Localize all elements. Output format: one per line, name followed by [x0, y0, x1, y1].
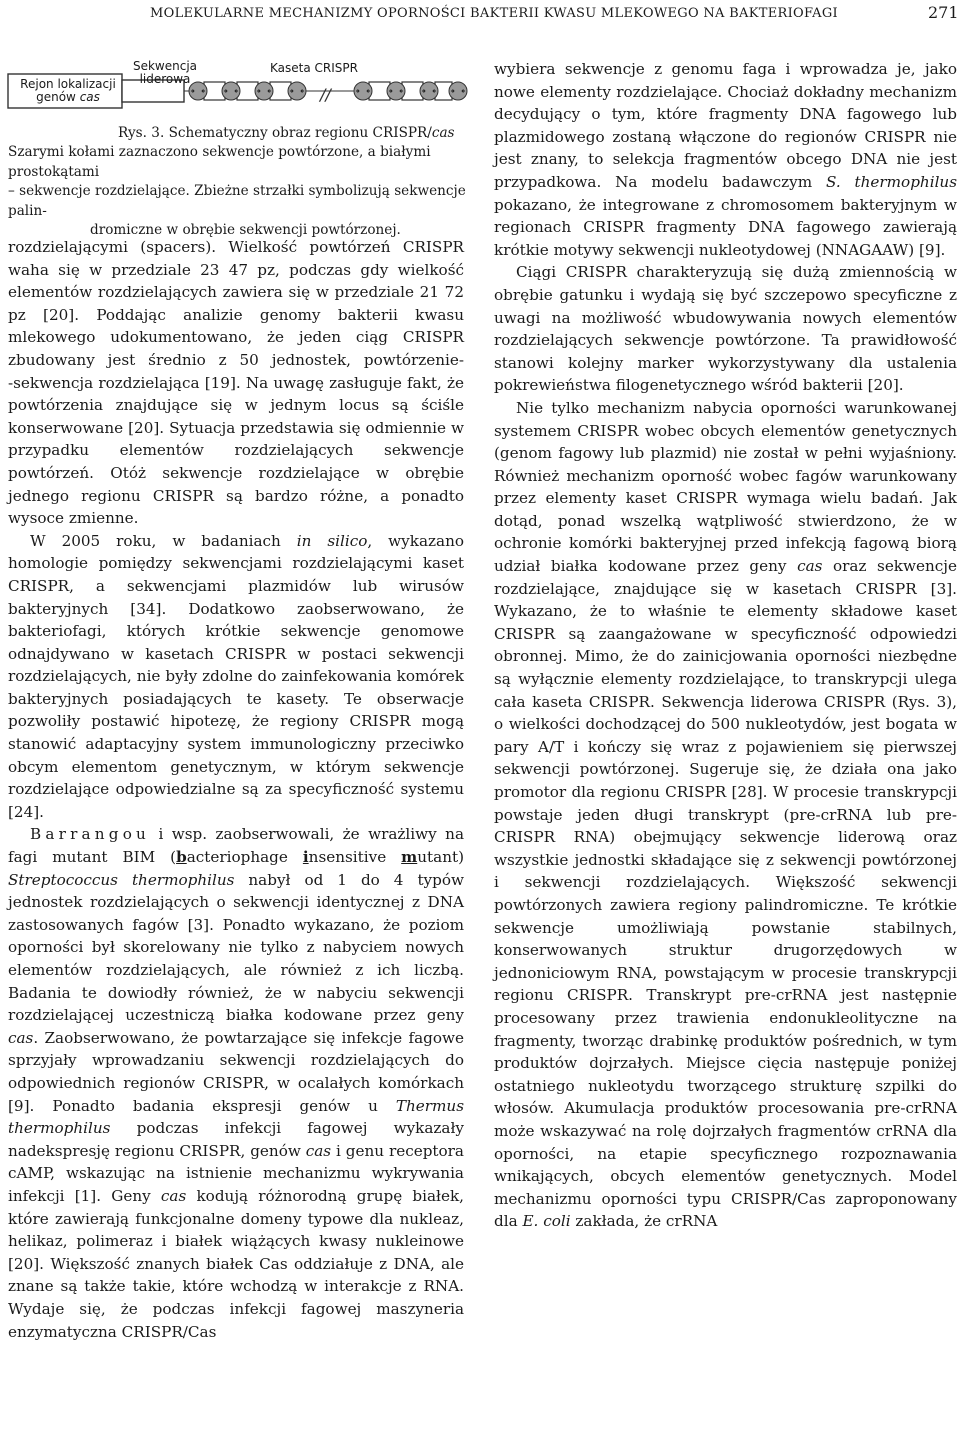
- page-number: 271: [928, 3, 959, 22]
- author-name: Barrangou: [30, 825, 151, 844]
- paragraph: rozdzielającymi (spacers). Wielkość powtórzeń CRISPR waha się w przedziale 23 47 pz, podczas gdy wielkość elementów rozdzielających zawiera się w przedziale 21 72 pz [20]. Poddając analizie genomy bakterii kwasu mlekowego udokumentowano, że jeden ciąg CRISPR zbudowany jest średnio z 50 jednostek, powtórzenie-‑sekwencja rozdzielająca [19]. Na uwagę zasługuje fakt, że powtórzenia znajdujące się w jednym locus są ściśle konserwowane [20]. Sytuacja przedstawia się odmiennie w przypadku elementów rozdzielających sekwencje powtórzeń. Otóż sekwencje rozdzielające w obrębie jednego regionu CRISPR są bardzo różne, a ponadto wysoce zmienne.: [8, 238, 464, 528]
- caption-line: Rys. 3. Schematyczny obraz regionu CRISPR/cas: [118, 125, 455, 141]
- leader-label: Sekwencja liderowa: [132, 59, 198, 86]
- paragraph: Ciągi CRISPR charakteryzują się dużą zmiennością w obrębie gatunku i wydają się być szczepowo specyficzne z uwagi na możliwość wbudowywania nowych elementów rozdzielających sekwencje powtórzone. Ta prawidłowość stanowi kolejny marker wykorzystywany dla ustalenia pokrewieństwa filogenetycznego wśród bakterii [20].: [494, 263, 957, 395]
- paragraph: wybiera sekwencje z genomu faga i wprowadza je, jako nowe elementy rozdzielające. Chociaż dokładny mechanizm decydujący o tym, które fragmenty DNA fagowego lub plazmidowego zostaną włączone do regionów CRISPR nie jest znany, to selekcja fragmentów obcego DNA nie jest przypadkowa. Na modelu badawczym S. thermophilus pokazano, że integrowane z chromosomem bakteryjnym w regionach CRISPR fragmenty DNA fagowego zawierają krótkie motywy sekwencji nukleotydowej (NNAGAAW) [9].: [494, 60, 957, 259]
- paragraph: W 2005 roku, w badaniach in silico, wykazano homologie pomiędzy sekwencjami rozdzielającymi kaset CRISPR, a sekwencjami plazmidów lub wirusów bakteryjnych [34]. Dodatkowo zaobserwowano, że bakteriofagi, których krótkie sekwencje genomowe odnajdywano w kasetach CRISPR w postaci sekwencji rozdzielających, nie były zdolne do zainfekowania komórek bakteryjnych posiadających te kasety. Te obserwacje pozwoliły postawić hipotezę, że regiony CRISPR mogą stanowić adaptacyjny system immunologiczny przeciwko obcym elementom genetycznym, w którym sekwencje rozdzielające odpowiedzialne są za specyficzność systemu [24].: [8, 531, 464, 821]
- cas-region-label: Rejon lokalizacji genów cas: [20, 77, 116, 104]
- left-column: [8, 236, 464, 1343]
- break-mark: //: [320, 85, 331, 104]
- running-header: [0, 0, 960, 30]
- paragraph: Nie tylko mechanizm nabycia oporności warunkowanej systemem CRISPR wobec obcych elementów genetycznych (genom fagowy lub plazmid) nie został w pełni wyjaśniony. Również mechanizm oporność wobec fagów warunkowany przez elementy kaset CRISPR wymaga wielu badań. Jak dotąd, ponad wszelką wątpliwość stwierdzono, że w ochronie komórki bakteryjnej przed infekcją fagową biorą udział białka kodowane przez geny cas oraz sekwencje rozdzielające, znajdujące się w kasetach CRISPR [3]. Wykazano, że to właśnie te elementy składowe kaset CRISPR są zaangażowane w specyficzność odpowiedzi obronnej. Mimo, że do zainicjowania oporności niezbędne są wyłącznie elementy rozdzielające, to transkrypcji ulega cała kaseta CRISPR. Sekwencja liderowa CRISPR (Rys. 3), o wielkości dochodzącej do 500 nukleotydów, jest bogata w pary A/T i kończy się wraz z pojawieniem się pierwszej sekwencji powtórzonej. Sugeruje się, że działa ona jako promotor dla regionu CRISPR [28]. W procesie transkrypcji powstaje jeden długi transkrypt (pre-crRNA lub pre-CRISPR RNA) obejmujący sekwencje liderową oraz wszystkie jednostki składające się z sekwencji powtórzonej i sekwencji rozdzielających. Większość sekwencji powtórzonych zawiera regiony palindromiczne. Te krótkie sekwencje umożliwiają powstanie stabilnych, konserwowanych struktur drugorzędowych w jednoniciowym RNA, powstającym w procesie transkrypcji regionu CRISPR. Transkrypt pre-crRNA jest następnie procesowany przez trawienia endonukleolityczne na fragmenty, tworząc drabinkę produktów pośrednich, w tym produktów dojrzałych. Miejsce cięcia następuje poniżej ostatniego nukleotydu tworzącego strukturę szpilki do włosów. Akumulacja produktów procesowania pre-crRNA może wskazywać na rolę dojrzałych fragmentów crRNA dla oporności, na etapie specyficznego rozpoznawania wnikających, obcych elementów genetycznych. Model mechanizmu oporności typu CRISPR/Cas zaproponowany dla E. coli zakłada, że crRNA: [494, 398, 957, 1231]
- caption-line: Szarymi kołami zaznaczono sekwencje powtórzone, a białymi prostokątami: [8, 144, 431, 180]
- right-column: [494, 58, 957, 1233]
- paragraph: Barrangou i wsp. zaobserwowali, że wrażliwy na fagi mutant BIM (bacteriophage insensitive mutant) Streptococcus thermophilus nabył od 1 do 4 typów jednostek rozdzielających o sekwencji identycznej z DNA zastosowanych fagów [3]. Ponadto wykazano, że poziom oporności był skorelowany nie tylko z nabyciem nowych elementów rozdzielających, ale również z ich liczbą. Badania te dowiodły również, że w nabyciu sekwencji rozdzielającej uczestniczą białka kodowane przez geny cas. Zaobserwowano, że powtarzające się infekcje fagowe sprzyjały wprowadzaniu sekwencji rozdzielających do odpowiednich regionów CRISPR, w ocalałych komórkach [9]. Ponadto badania ekspresji genów u Thermus thermophilus podczas infekcji fagowej wykazały nadekspresję regionu CRISPR, genów cas i genu receptora cAMP, wskazując na istnienie mechanizmu wykrywania infekcji [1]. Geny cas kodują różnorodną grupę białek, które zawierają funkcjonalne domeny typowe dla nukleaz, helikaz, polimeraz i białek wiążących kwasy nukleinowe [20]. Większość znanych białek Cas oddziałuje z DNA, ale znane są także takie, które wchodzą w interakcje z RNA. Wydaje się, że podczas infekcji fagowej maszyneria enzymatyczna CRISPR/Cas: [8, 825, 464, 1341]
- crispr-figure: [6, 56, 476, 118]
- caption-line: dromiczne w obrębie sekwencji powtórzonej.: [90, 222, 401, 239]
- cassette-label: Kaseta CRISPR: [270, 61, 358, 75]
- caption-line: – sekwencje rozdzielające. Zbieżne strzałki symbolizują sekwencje palin-: [8, 183, 466, 219]
- running-title: MOLEKULARNE MECHANIZMY OPORNOŚCI BAKTERII KWASU MLEKOWEGO NA BAKTERIOFAGI: [150, 6, 838, 21]
- figure-caption: [0, 124, 480, 240]
